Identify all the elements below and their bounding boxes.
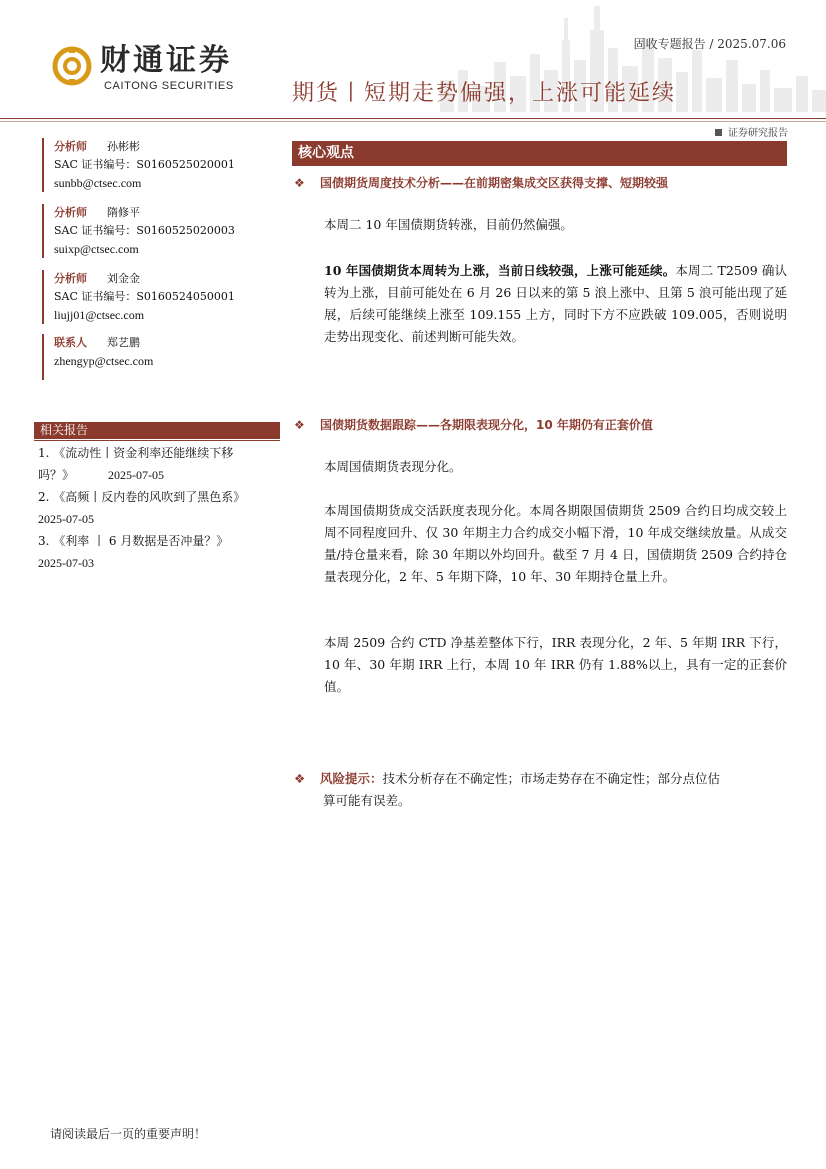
analyst-role: 分析师 bbox=[54, 206, 87, 219]
analyst-role: 分析师 bbox=[54, 272, 87, 285]
analyst-cert: SAC 证书编号：S0160525020003 bbox=[54, 224, 235, 237]
analyst-block bbox=[42, 270, 235, 324]
risk-label: 风险提示： bbox=[320, 771, 383, 786]
analyst-cert: SAC 证书编号：S0160525020001 bbox=[54, 158, 235, 171]
paragraph-lead: 10 年国债期货本周转为上涨，当前日线较强，上涨可能延续。 bbox=[324, 263, 676, 278]
logo-chinese-name: 财通证券 bbox=[100, 43, 232, 78]
related-report-date: 2025-07-05 bbox=[38, 512, 94, 526]
contact-block bbox=[42, 334, 153, 380]
section-heading: ❖ 国债期货数据跟踪——各期限表现分化，10 年期仍有正套价值 bbox=[294, 418, 653, 432]
report-category-date: 固收专题报告 / 2025.07.06 bbox=[633, 37, 786, 51]
caitong-logo-icon bbox=[52, 46, 92, 86]
header-divider bbox=[0, 118, 826, 119]
related-reports-divider bbox=[34, 440, 280, 441]
analyst-cert: SAC 证书编号：S0160524050001 bbox=[54, 290, 235, 303]
core-view-header: 核心观点 bbox=[292, 141, 787, 166]
related-report-title: 3. 《利率 丨 6 月数据是否冲量？》 bbox=[38, 534, 229, 548]
related-report-title: 2. 《高频丨反内卷的风吹到了黑色系》 bbox=[38, 490, 246, 504]
diamond-bullet-icon: ❖ bbox=[294, 418, 305, 432]
risk-text: 技术分析存在不确定性；市场走势存在不确定性；部分点位估 bbox=[382, 771, 721, 786]
analyst-name: 孙彬彬 bbox=[107, 140, 140, 153]
paragraph: 本周国债期货成交活跃度表现分化。本周各期限国债期货 2509 合约日均成交较上周不同程度回升、仅 30 年期主力合约成交小幅下滑，10 年成交继续放量。从成交量/持仓量来看，除 30 年期以外均回升。截至 7 月 4 日，国债期货 2509 合约持仓量表现分化，2 年、5 年期下降，10 年、30 年期持仓量上升。 bbox=[324, 503, 787, 584]
logo-english-name: CAITONG SECURITIES bbox=[104, 80, 234, 92]
related-reports-header: 相关报告 bbox=[34, 422, 280, 439]
paragraph bbox=[324, 260, 787, 348]
risk-warning bbox=[294, 768, 787, 812]
related-report-title: 1. 《流动性丨资金利率还能继续下移 bbox=[38, 446, 234, 460]
analyst-block bbox=[42, 138, 235, 192]
analyst-email: liujj01@ctsec.com bbox=[54, 308, 145, 322]
disclaimer-footer: 请阅读最后一页的重要声明！ bbox=[50, 1127, 207, 1141]
report-type-label: 证券研究报告 bbox=[715, 124, 788, 139]
analyst-email: sunbb@ctsec.com bbox=[54, 176, 142, 190]
header-divider-secondary bbox=[0, 121, 826, 122]
related-reports-list bbox=[38, 442, 278, 574]
diamond-bullet-icon: ❖ bbox=[294, 771, 306, 786]
square-bullet-icon bbox=[715, 129, 722, 136]
report-title: 期货丨短期走势偏强，上涨可能延续 bbox=[292, 81, 677, 106]
related-report-item[interactable] bbox=[38, 442, 278, 486]
paragraph: 本周二 10 年国债期货转涨，目前仍然偏强。 bbox=[324, 217, 573, 232]
related-report-date: 2025-07-03 bbox=[38, 556, 94, 570]
related-report-date: 2025-07-05 bbox=[108, 468, 165, 482]
section-heading: ❖ 国债期货周度技术分析——在前期密集成交区获得支撑、短期较强 bbox=[294, 176, 669, 190]
contact-name: 郑艺鹏 bbox=[107, 336, 140, 349]
analyst-name: 刘金金 bbox=[107, 272, 140, 285]
paragraph: 本周 2509 合约 CTD 净基差整体下行，IRR 表现分化，2 年、5 年期 IRR 下行，10 年、30 年期 IRR 上行，本周 10 年 IRR 仍有 1.88%以上，具有一定的正套价值。 bbox=[324, 635, 787, 694]
contact-role: 联系人 bbox=[54, 336, 87, 349]
risk-text-cont: 算可能有误差。 bbox=[323, 793, 411, 808]
related-report-item[interactable] bbox=[38, 530, 278, 574]
analyst-name: 隋修平 bbox=[107, 206, 140, 219]
analyst-role: 分析师 bbox=[54, 140, 87, 153]
analyst-block bbox=[42, 204, 235, 258]
related-report-title-cont: 吗？》 bbox=[38, 468, 75, 482]
related-report-item[interactable] bbox=[38, 486, 278, 530]
paragraph: 本周国债期货表现分化。 bbox=[324, 459, 462, 474]
analyst-email: suixp@ctsec.com bbox=[54, 242, 139, 256]
paragraph-body: 本周二 T2509 确认转为上涨，目前可能处在 6 月 26 日以来的第 5 浪上涨中、且第 5 浪可能出现了延展，后续可能继续上涨至 109.155 上方，同时下方不应跌破 109.005，否则说明走势出现变化、前述判断可能失效。 bbox=[324, 263, 787, 344]
contact-email: zhengyp@ctsec.com bbox=[54, 354, 154, 368]
diamond-bullet-icon: ❖ bbox=[294, 176, 305, 190]
